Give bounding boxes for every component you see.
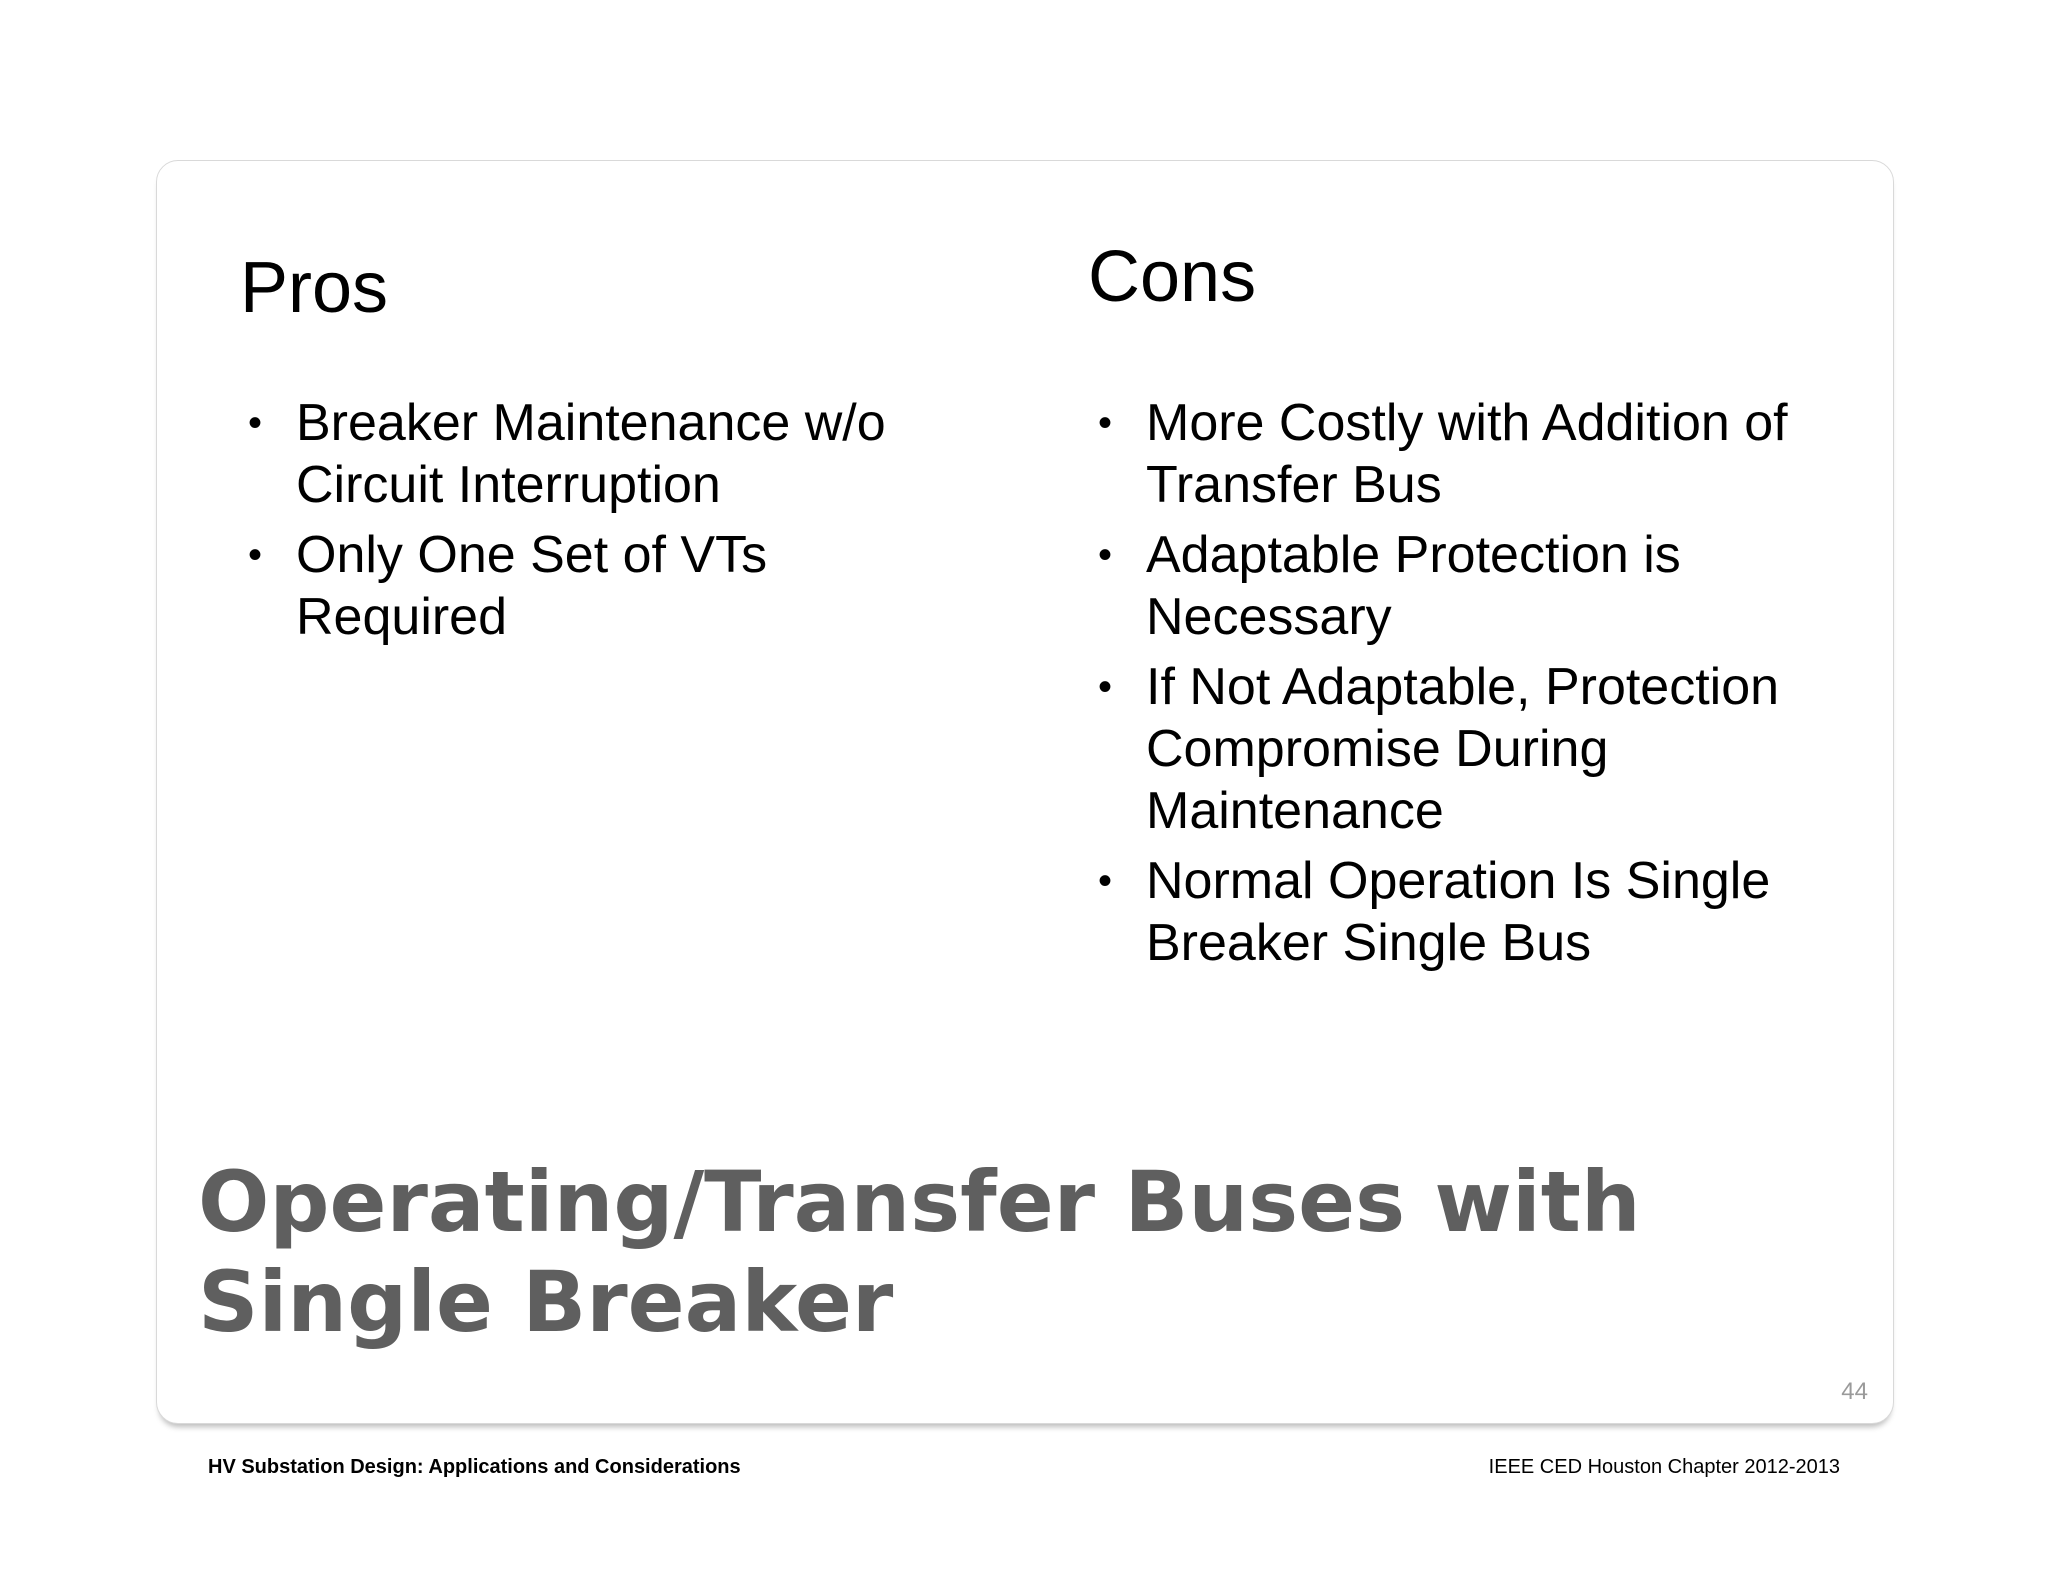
pros-heading: Pros [240,248,389,328]
list-item-text: Breaker Maintenance w/o Circuit Interruption [296,394,886,514]
slide-title-line-2: Single Breaker [198,1253,894,1351]
bullet-icon: • [1098,401,1113,445]
footer-course-title: HV Substation Design: Applications and Considerations [208,1456,741,1478]
list-item-text: Only One Set of VTs Required [296,526,768,646]
list-item [1090,524,1850,648]
list-item [1090,392,1850,516]
list-item-text: Normal Operation Is Single Breaker Single Bus [1146,852,1771,972]
page-number: 44 [1841,1378,1868,1405]
list-item-text: If Not Adaptable, Protection Compromise During Maintenance [1146,658,1780,840]
bullet-icon: • [1098,533,1113,577]
list-item [1090,850,1850,974]
list-item [1090,656,1850,842]
slide-title-line-1: Operating/Transfer Buses with [198,1153,1641,1251]
footer-chapter: IEEE CED Houston Chapter 2012-2013 [1488,1456,1840,1478]
cons-list [1090,392,1850,982]
bullet-icon: • [1098,665,1113,709]
bullet-icon: • [248,401,263,445]
list-item [240,524,940,648]
slide-title [198,1152,1818,1352]
list-item [240,392,940,516]
bullet-icon: • [248,533,263,577]
list-item-text: Adaptable Protection is Necessary [1146,526,1681,646]
list-item-text: More Costly with Addition of Transfer Bus [1146,394,1788,514]
pros-list [240,392,940,656]
bullet-icon: • [1098,859,1113,903]
cons-heading: Cons [1088,237,1257,317]
